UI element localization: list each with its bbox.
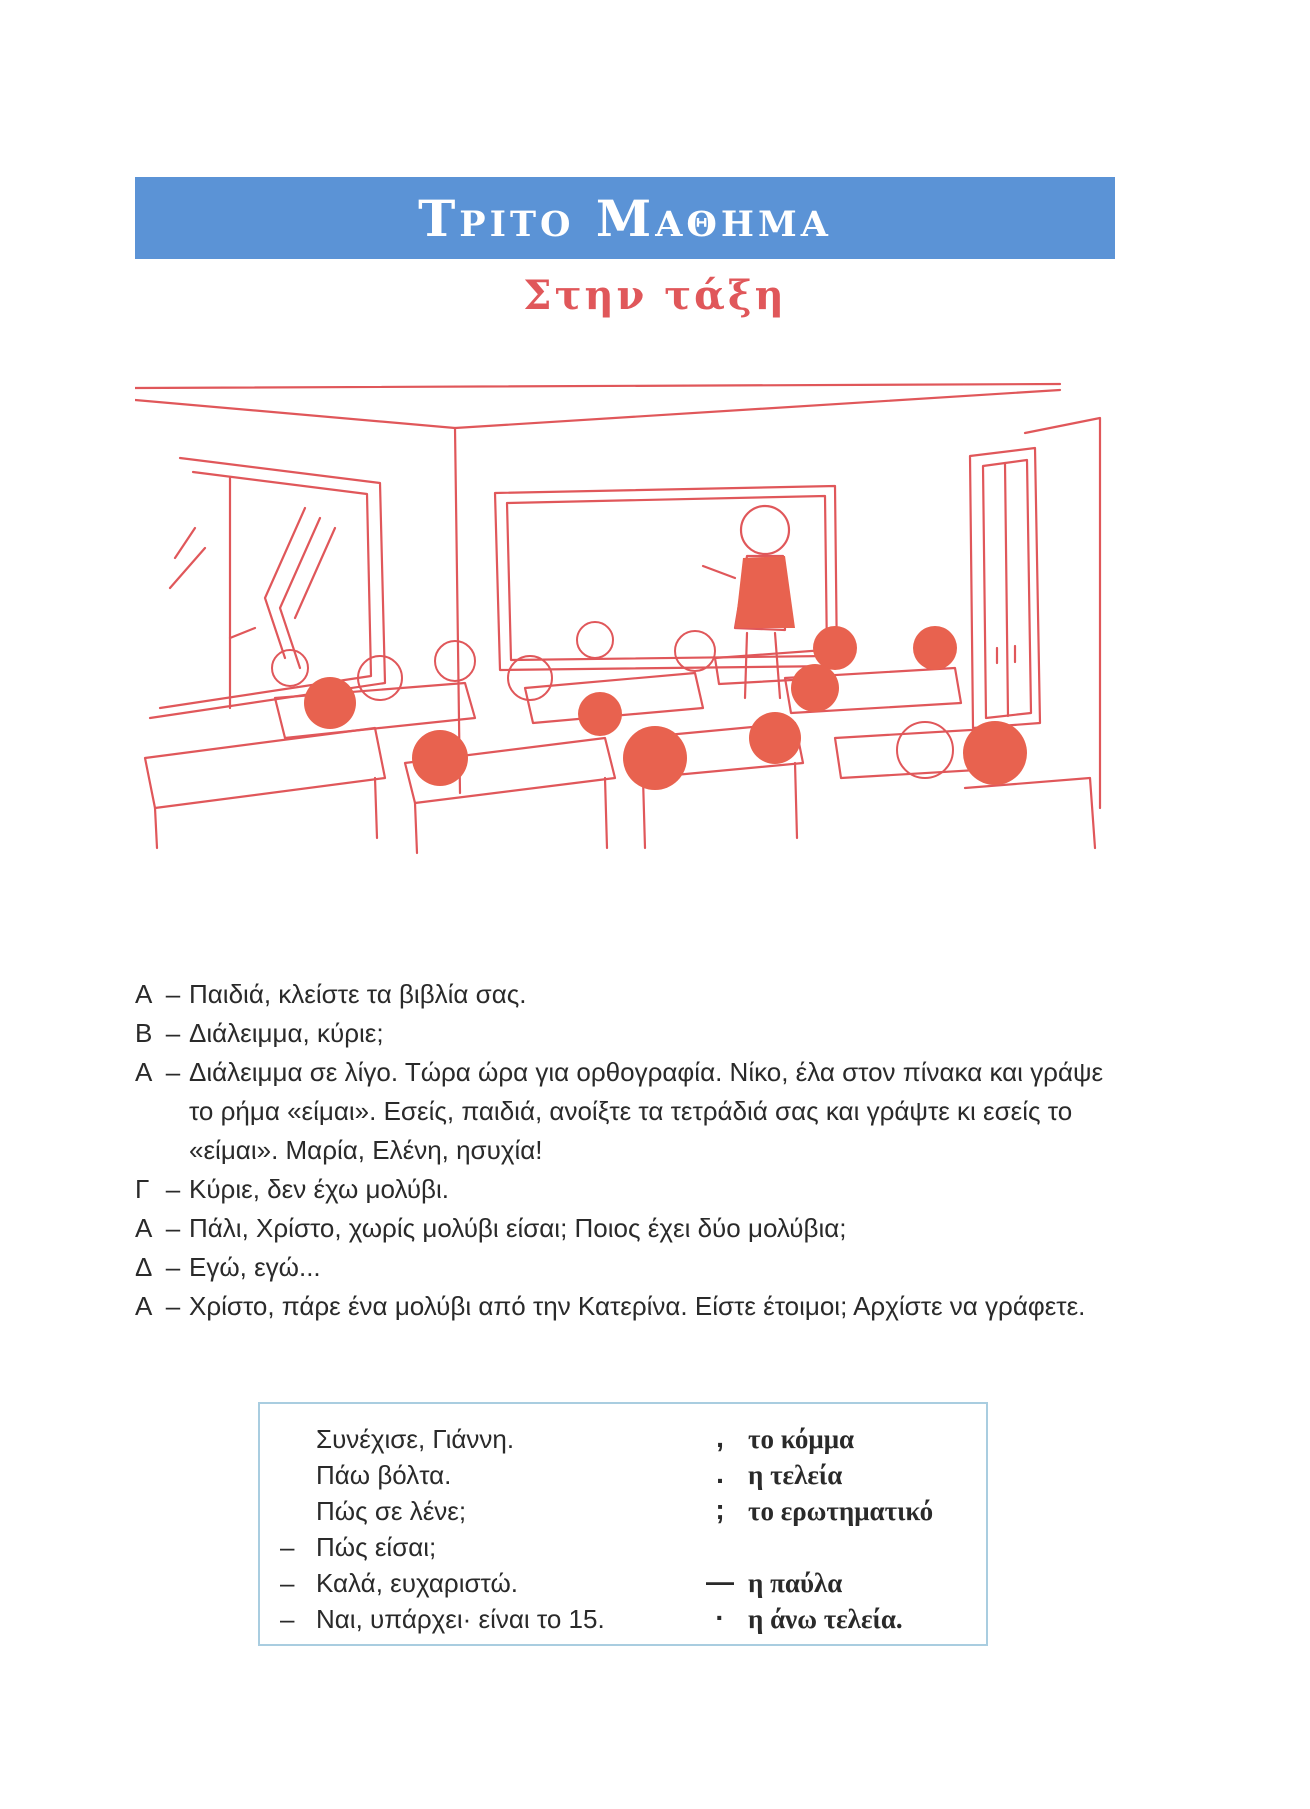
punctuation-name: το ερωτηματικό xyxy=(748,1496,934,1526)
dialogue-line xyxy=(135,1248,1120,1287)
punctuation-row xyxy=(260,1460,986,1496)
speaker-label: Γ xyxy=(135,1174,150,1204)
lesson-title: Τριτο Μαθημα xyxy=(418,188,832,248)
punctuation-row xyxy=(260,1532,986,1568)
punctuation-example: Καλά, ευχαριστώ. xyxy=(316,1568,518,1598)
dialogue-dash: – xyxy=(165,1252,181,1282)
speaker-label: Α xyxy=(135,1291,153,1321)
punctuation-name: η τελεία xyxy=(748,1460,843,1490)
speaker-label: Β xyxy=(135,1018,153,1048)
punctuation-name: η άνω τελεία. xyxy=(748,1604,903,1634)
dialogue-dash: – xyxy=(165,1057,181,1087)
punctuation-symbol: · xyxy=(715,1602,725,1633)
dialogue-text: Παιδιά, κλείστε τα βιβλία σας. xyxy=(189,979,527,1009)
punctuation-name: η παύλα xyxy=(748,1568,843,1598)
dialogue-line xyxy=(135,1170,1120,1209)
speaker-label: Α xyxy=(135,1057,153,1087)
dialogue-text: Χρίστο, πάρε ένα μολύβι από την Κατερίνα. Είστε έτοιμοι; Αρχίστε να γράφετε. xyxy=(189,1291,1086,1321)
punctuation-symbol: , xyxy=(716,1422,724,1453)
punctuation-symbol: . xyxy=(716,1458,724,1489)
dialogue-text: Πάλι, Χρίστο, χωρίς μολύβι είσαι; Ποιος έχει δύο μολύβια; xyxy=(189,1213,847,1243)
speaker-label: Α xyxy=(135,1213,153,1243)
classroom-illustration xyxy=(135,378,1115,858)
punctuation-symbol: — xyxy=(706,1566,734,1597)
punctuation-example: Πώς είσαι; xyxy=(316,1532,437,1562)
dialogue-line xyxy=(135,1287,1120,1326)
dialogue-line xyxy=(135,1014,1120,1053)
lesson-banner xyxy=(135,177,1115,259)
punctuation-example: Πώς σε λένε; xyxy=(316,1496,467,1526)
dialogue-dash: – xyxy=(165,1018,181,1048)
punctuation-row xyxy=(260,1424,986,1460)
punctuation-row xyxy=(260,1604,986,1640)
punctuation-dash: – xyxy=(280,1604,295,1634)
dialogue-line xyxy=(135,1053,1120,1170)
dialogue-dash: – xyxy=(165,1291,181,1321)
dialogue-text: Εγώ, εγώ... xyxy=(189,1252,321,1282)
punctuation-example: Ναι, υπάρχει· είναι το 15. xyxy=(316,1604,605,1634)
speaker-label: Α xyxy=(135,979,153,1009)
punctuation-name: το κόμμα xyxy=(748,1424,855,1454)
dialogue-line xyxy=(135,1209,1120,1248)
punctuation-symbol: ; xyxy=(715,1494,725,1525)
punctuation-row xyxy=(260,1496,986,1532)
dialogue-dash: – xyxy=(165,1174,181,1204)
punctuation-example: Πάω βόλτα. xyxy=(316,1460,452,1490)
dialogue-text: Διάλειμμα, κύριε; xyxy=(189,1018,384,1048)
dialogue-line xyxy=(135,975,1120,1014)
punctuation-dash: – xyxy=(280,1532,295,1562)
lesson-subtitle: Στην τάξη xyxy=(523,272,787,319)
punctuation-example: Συνέχισε, Γιάννη. xyxy=(316,1424,515,1454)
punctuation-box xyxy=(258,1402,988,1646)
dialogue-text: Κύριε, δεν έχω μολύβι. xyxy=(189,1174,450,1204)
punctuation-dash: – xyxy=(280,1568,295,1598)
dialogue-text: Διάλειμμα σε λίγο. Τώρα ώρα για ορθογραφία. Νίκο, έλα στον πίνακα και γράψε το ρήμα «είμαι». Εσείς, παιδιά, ανοίξτε τα τετράδιά σας και γράψτε κι εσείς το «είμαι». Μαρία, Ελένη, ησυχία! xyxy=(189,1057,1104,1165)
punctuation-row xyxy=(260,1568,986,1604)
dialogue xyxy=(135,975,1120,1326)
dialogue-dash: – xyxy=(165,1213,181,1243)
speaker-label: Δ xyxy=(135,1252,153,1282)
dialogue-dash: – xyxy=(165,979,181,1009)
